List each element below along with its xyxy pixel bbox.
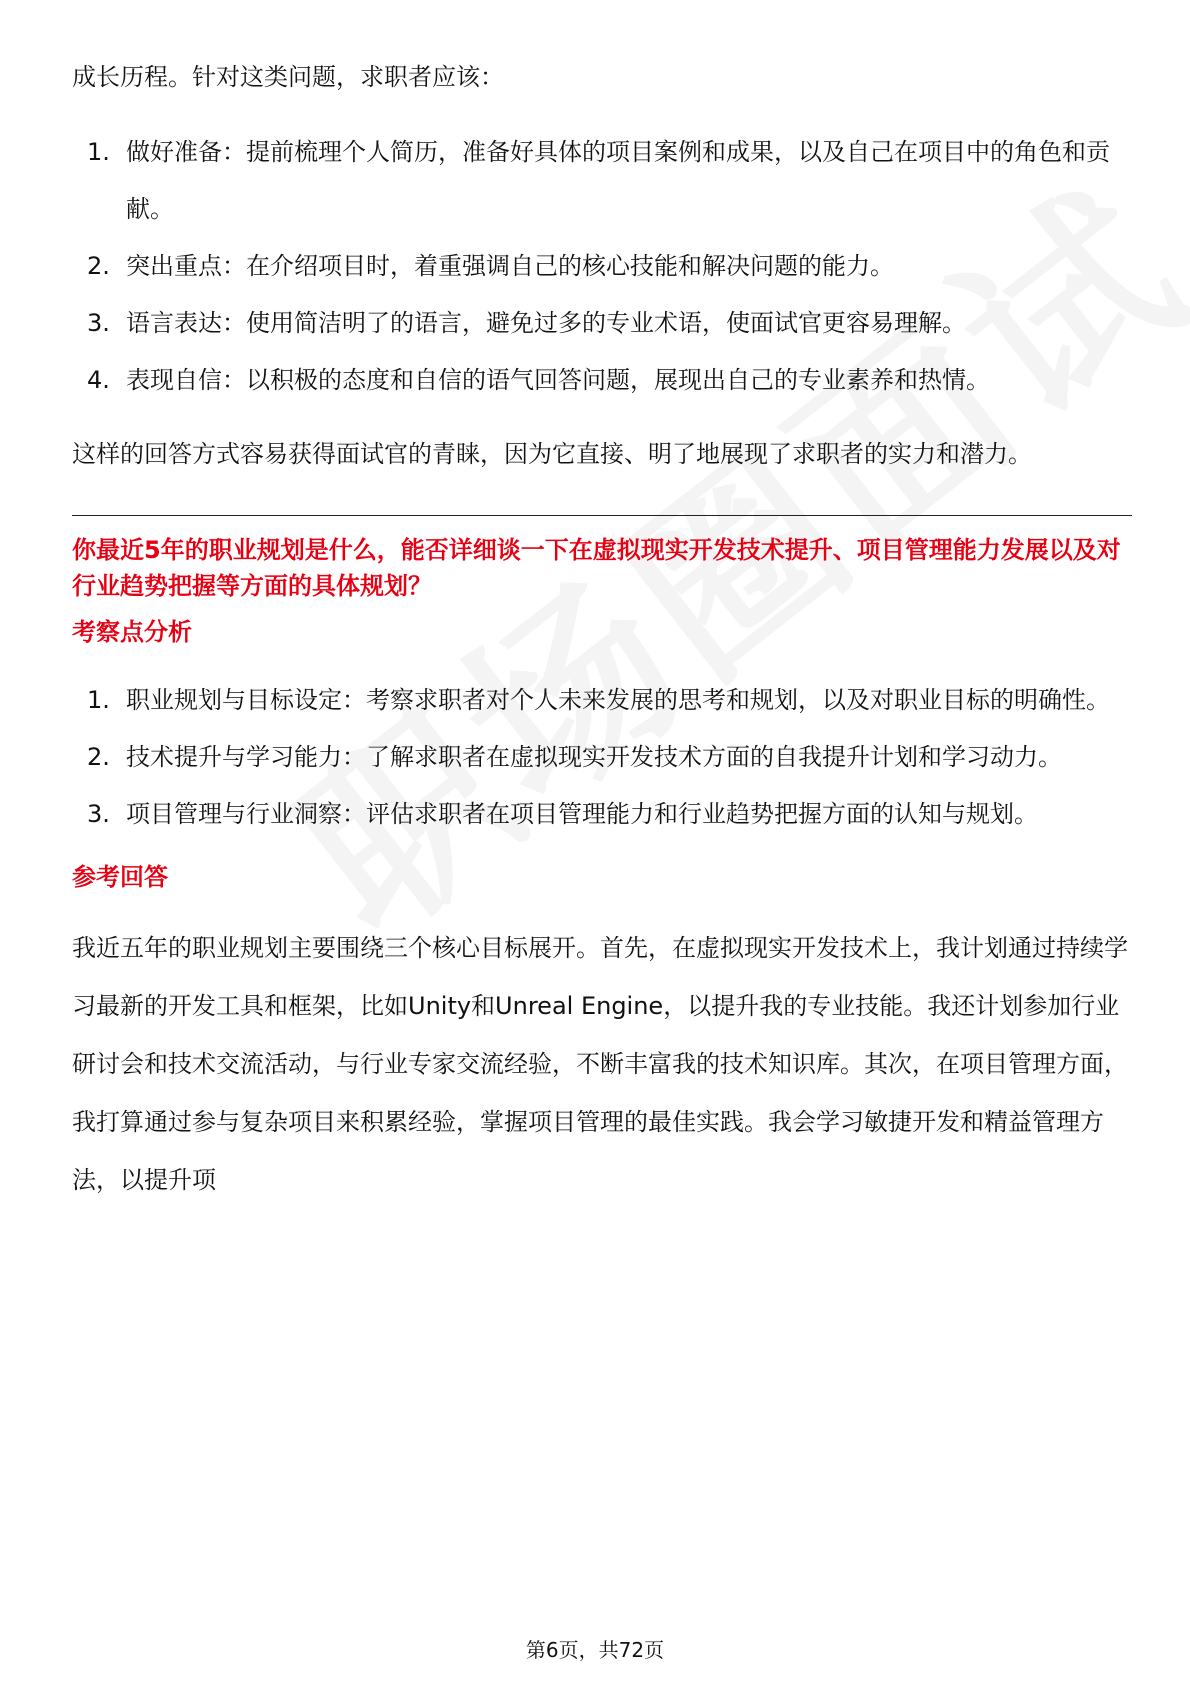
list-item-text: 表现自信：以积极的态度和自信的语气回答问题，展现出自己的专业素养和热情。 [126, 366, 990, 394]
list-number: 2. [87, 743, 110, 771]
page-content [72, 48, 1132, 1209]
list-item [72, 295, 1132, 352]
analysis-list [72, 672, 1132, 843]
list-number: 2. [87, 252, 110, 280]
list-item [72, 786, 1132, 843]
list-item-text: 项目管理与行业洞察：评估求职者在项目管理能力和行业趋势把握方面的认知与规划。 [126, 800, 1038, 828]
list-item-text: 突出重点：在介绍项目时，着重强调自己的核心技能和解决问题的能力。 [126, 252, 894, 280]
summary-paragraph: 这样的回答方式容易获得面试官的青睐，因为它直接、明了地展现了求职者的实力和潜力。 [72, 440, 1032, 468]
list-item-text: 做好准备：提前梳理个人简历，准备好具体的项目案例和成果，以及自己在项目中的角色和贡献。 [126, 138, 1110, 223]
list-number: 3. [87, 800, 110, 828]
page-footer: 第6页，共72页 [525, 1638, 665, 1662]
interview-question: 你最近5年的职业规划是什么，能否详细谈一下在虚拟现实开发技术提升、项目管理能力发展以及对行业趋势把握等方面的具体规划？ [72, 536, 1121, 600]
list-number: 3. [87, 309, 110, 337]
intro-line: 成长历程。针对这类问题，求职者应该： [72, 63, 504, 91]
list-item-text: 语言表达：使用简洁明了的语言，避免过多的专业术语，使面试官更容易理解。 [126, 309, 966, 337]
list-item-text: 职业规划与目标设定：考察求职者对个人未来发展的思考和规划，以及对职业目标的明确性。 [126, 686, 1110, 714]
advice-list [72, 124, 1132, 409]
list-item [72, 352, 1132, 409]
answer-heading: 参考回答 [72, 863, 168, 891]
list-number: 1. [87, 138, 110, 166]
list-item [72, 238, 1132, 295]
answer-paragraph: 我近五年的职业规划主要围绕三个核心目标展开。首先，在虚拟现实开发技术上，我计划通过持续学习最新的开发工具和框架，比如Unity和Unreal Engine，以提升我的专业技能。我还计划参加行业研讨会和技术交流活动，与行业专家交流经验，不断丰富我的技术知识库。其次，在项目管理方面，我打算通过参与复杂项目来积累经验，掌握项目管理的最佳实践。我会学习敏捷开发和精益管理方法，以提升项 [72, 934, 1128, 1194]
list-number: 1. [87, 686, 110, 714]
list-item [72, 124, 1132, 238]
list-number: 4. [87, 366, 110, 394]
list-item-text: 技术提升与学习能力：了解求职者在虚拟现实开发技术方面的自我提升计划和学习动力。 [126, 743, 1062, 771]
list-item [72, 729, 1132, 786]
analysis-heading: 考察点分析 [72, 618, 192, 646]
list-item [72, 672, 1132, 729]
section-divider [72, 515, 1132, 516]
